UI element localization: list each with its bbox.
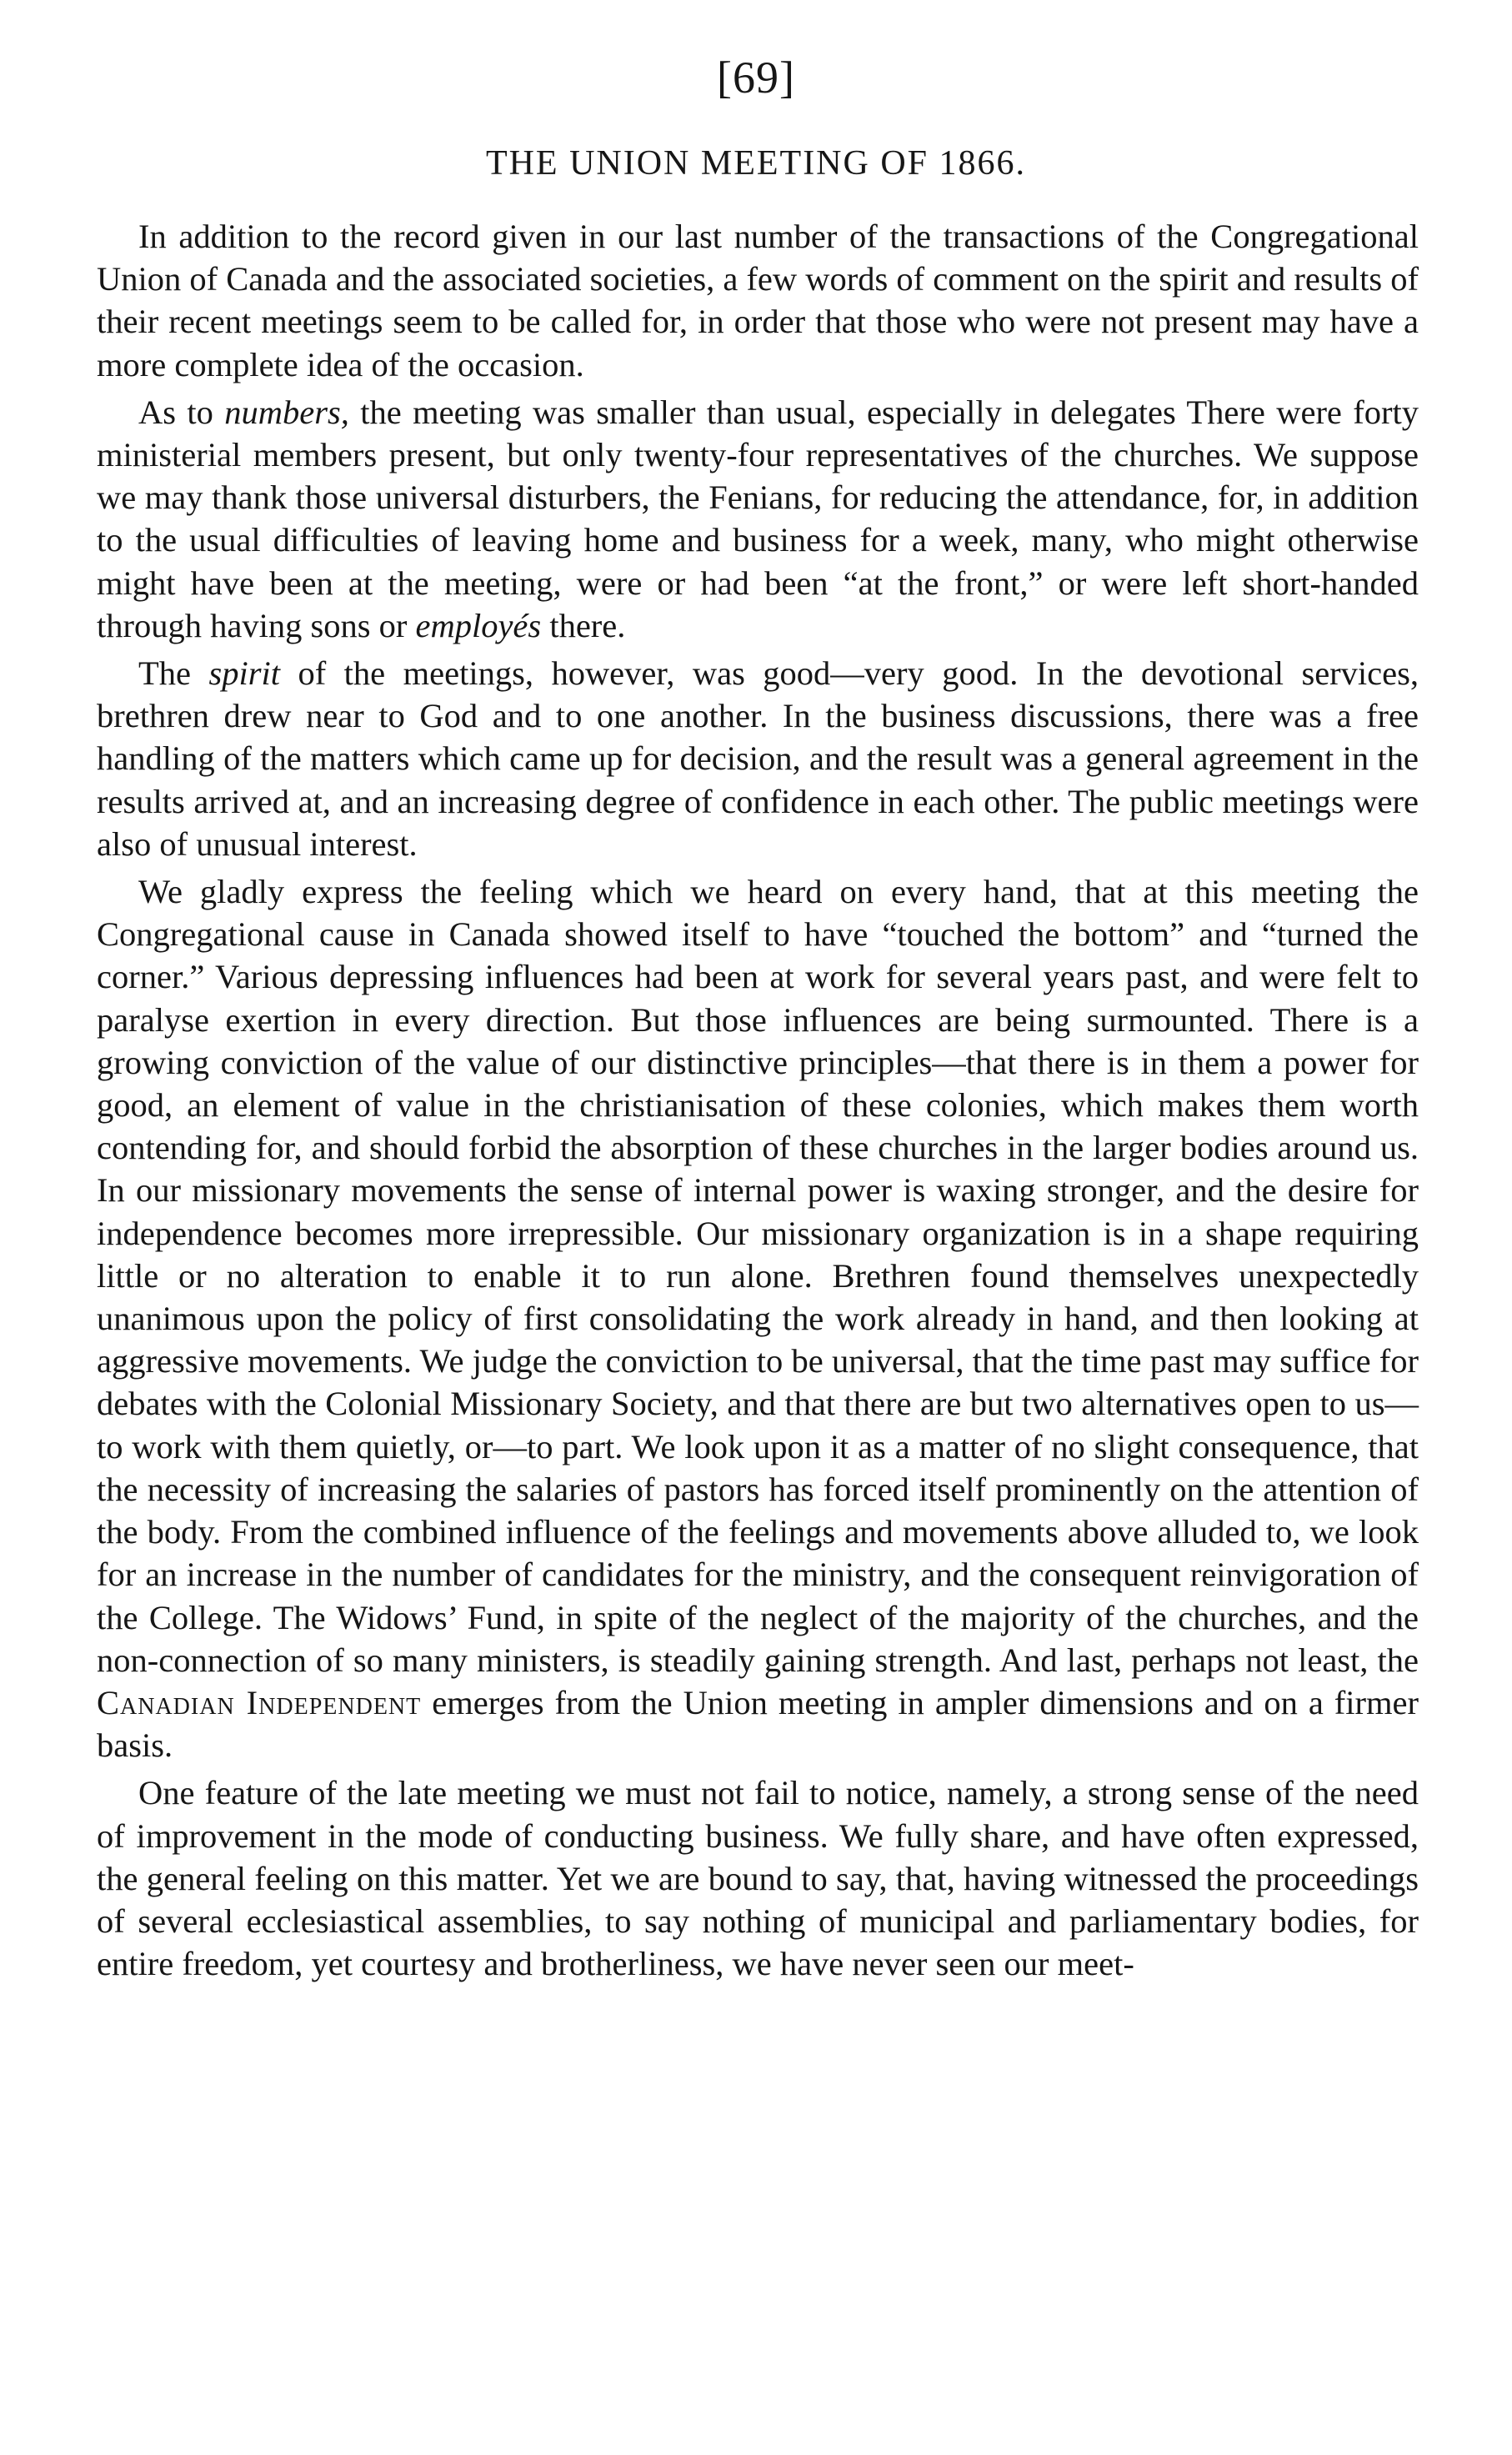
small-caps-canadian-independent: Canadian Independent (97, 1683, 422, 1721)
paragraph-3 (97, 652, 1419, 865)
paragraph-4-text-after: emerges from the Union meeting in ampler dimensions and on a firmer basis. (97, 1683, 1419, 1765)
paragraph-4 (97, 870, 1419, 1766)
emphasis-spirit: spirit (208, 654, 280, 693)
article-body (97, 215, 1419, 1985)
emphasis-numbers: numbers, (224, 393, 349, 431)
paragraph-2-text-before: As to (138, 393, 225, 431)
paragraph-3-text-before: The (138, 654, 209, 693)
page-number: [69] (717, 53, 795, 103)
paragraph-1: In addition to the record given in our last number of the transactions of the Congregational Union of Canada and the associated societies, a few words of comment on the spirit and results of their recent meetings seem to be called for, in order that those who were not present may have a more complete idea of the occasion. (97, 218, 1419, 383)
paragraph-2-text-after: there. (541, 606, 626, 644)
paragraph-2-text-middle: the meeting was smaller than usual, especially in delegates There were forty ministerial members present, but only twenty-four representatives of the churches. We suppose we may thank those universal disturbers, the Fenians, for reducing the attendance, for, in addition to the usual difficulties of leaving home and business for a week, many, who might otherwise might have been at the meeting, were or had been “at the front,” or were left short-handed through having sons or (97, 393, 1419, 644)
paragraph-2 (97, 391, 1419, 647)
paragraph-5: One feature of the late meeting we must not fail to notice, namely, a strong sense of the need of improvement in the mode of conducting business. We fully share, and have often expressed, the general feeling on this matter. Yet we are bound to say, that, having witnessed the proceedings of several ecclesiastical assemblies, to say nothing of municipal and parliamentary bodies, for entire freedom, yet courtesy and brotherliness, we have never seen our meet- (97, 1774, 1419, 1983)
paragraph-4-text-before: We gladly express the feeling which we heard on every hand, that at this meeting the Congregational cause in Canada showed itself to have “touched the bottom” and “turned the corner.” Various depressing influences had been at work for several years past, and were felt to paralyse exertion in every direction. But those influences are being surmounted. There is a growing conviction of the value of our distinctive principles—that there is in them a power for good, an element of value in the christianisation of these colonies, which makes them worth contending for, and should forbid the absorption of these churches in the larger bodies around us. In our missionary movements the sense of internal power is waxing stronger, and the desire for independence becomes more irrepressible. Our missionary organization is in a shape requiring little or no alteration to enable it to run alone. Brethren found themselves unexpectedly unanimous upon the policy of first consolidating the work already in hand, and then looking at aggressive movements. We judge the conviction to be universal, that the time past may suffice for debates with the Colonial Missionary Society, and that there are but two alternatives open to us—to work with them quietly, or—to part. We look upon it as a matter of no slight consequence, that the necessity of increasing the salaries of pastors has forced itself prominently on the attention of the body. From the combined influence of the feelings and movements above alluded to, we look for an increase in the number of candidates for the ministry, and the consequent reinvigoration of the College. The Widows’ Fund, in spite of the neglect of the majority of the churches, and the non-connection of so many ministers, is steadily gaining strength. And last, perhaps not least, the (97, 873, 1419, 1679)
article-title: THE UNION MEETING OF 1866. (485, 144, 1027, 183)
emphasis-employes: employés (415, 606, 542, 644)
paragraph-3-text-after: of the meetings, however, was good—very good. In the devotional services, brethren drew near to God and to one another. In the business discussions, there was a free handling of the matters which came up for decision, and the result was a general agreement in the results arrived at, and an increasing degree of confidence in each other. The public meetings were also of unusual interest. (97, 654, 1419, 863)
